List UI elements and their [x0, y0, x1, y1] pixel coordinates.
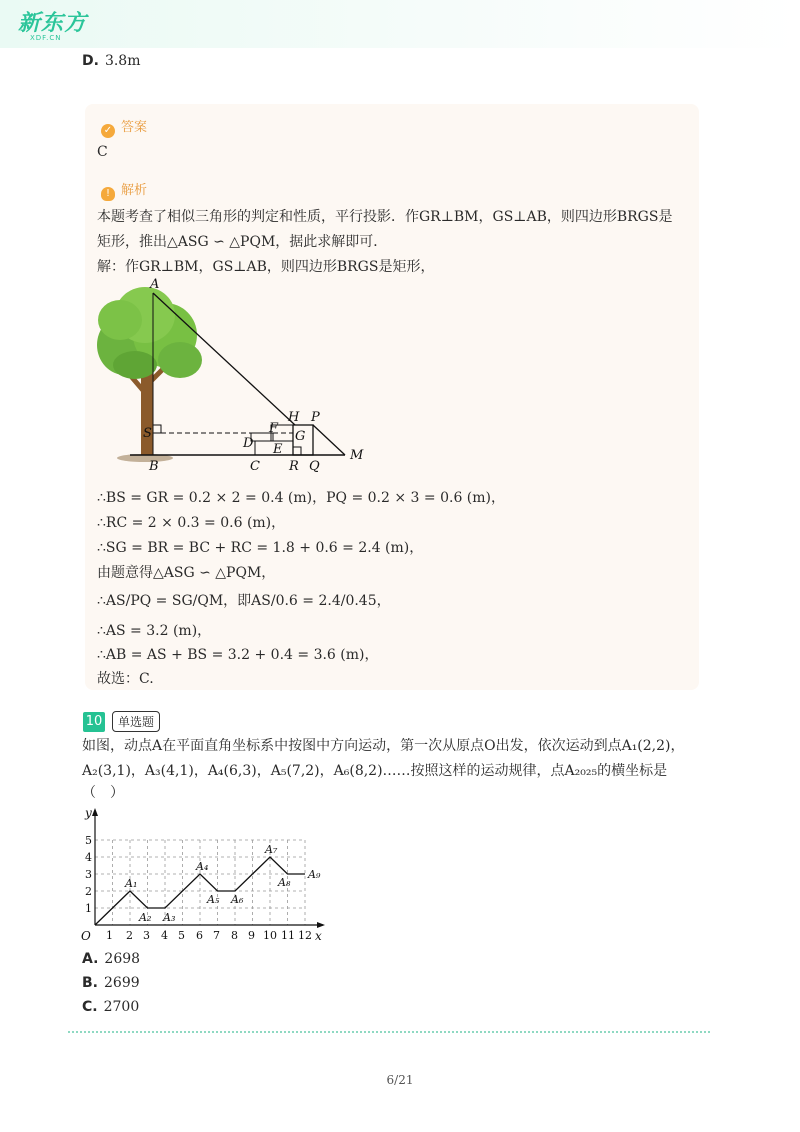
- x-tick-9: 9: [248, 929, 255, 942]
- label-f: F: [269, 421, 279, 436]
- logo-subtext: XDF.CN: [30, 34, 62, 42]
- analysis-line-10: ∴AB = AS + BS = 3.2 + 0.4 = 3.6 (m)，: [97, 647, 379, 663]
- answer-tag-label: 答案: [121, 120, 148, 135]
- lightbulb-icon: !: [101, 187, 115, 201]
- x-tick-10: 10: [263, 929, 277, 942]
- label-p: P: [311, 410, 320, 425]
- y-axis-label: y: [85, 806, 92, 820]
- option-letter: A.: [82, 951, 99, 967]
- option-text: 2698: [104, 951, 141, 967]
- brand-logo: [18, 6, 87, 42]
- coordinate-graph: [75, 803, 335, 943]
- label-s: S: [143, 426, 152, 441]
- x-tick-11: 11: [281, 929, 295, 942]
- x-tick-7: 7: [213, 929, 220, 942]
- point-a1: A₁: [125, 877, 138, 890]
- analysis-line-2: 矩形，推出△ASG ∽ △PQM，据此求解即可．: [97, 234, 388, 250]
- point-a8: A₈: [278, 876, 291, 889]
- option-text: 3.8m: [104, 53, 141, 69]
- analysis-tag: [101, 179, 147, 201]
- label-g: G: [295, 429, 306, 444]
- option-c[interactable]: [82, 999, 139, 1015]
- question-text-2: A₂(3,1)，A₃(4,1)，A₄(6,3)，A₅(7,2)，A₆(8,2)……按照这样的运动规律，点A₂₀₂₅的横坐标是: [82, 763, 668, 779]
- question-text-1: 如图，动点A在平面直角坐标系中按图中方向运动，第一次从原点O出发，依次运动到点A₁(2,2)，: [82, 738, 685, 754]
- point-a7: A₇: [265, 843, 278, 856]
- label-a: A: [150, 277, 160, 292]
- logo-text: 新东方: [18, 11, 88, 36]
- answer-value: C: [97, 144, 108, 160]
- x-tick-2: 2: [126, 929, 133, 942]
- option-letter: C.: [82, 999, 98, 1015]
- analysis-line-8: ∴AS/PQ = SG/QM，即AS/0.6 = 2.4/0.45，: [97, 593, 391, 609]
- y-tick-5: 5: [85, 834, 92, 847]
- label-q: Q: [309, 459, 320, 474]
- x-tick-1: 1: [106, 929, 113, 942]
- analysis-line-3: 解：作GR⊥BM，GS⊥AB，则四边形BRGS是矩形，: [97, 259, 435, 275]
- tree-shadow-diagram: [95, 275, 385, 475]
- point-a6: A₆: [231, 893, 244, 906]
- x-tick-12: 12: [298, 929, 312, 942]
- analysis-line-4: ∴BS = GR = 0.2 × 2 = 0.4 (m)，PQ = 0.2 × 3 = 0.6 (m)，: [97, 490, 505, 506]
- analysis-line-1: 本题考查了相似三角形的判定和性质，平行投影．作GR⊥BM，GS⊥AB，则四边形BRGS是: [97, 209, 673, 225]
- label-m: M: [350, 448, 364, 463]
- label-h: H: [288, 410, 300, 425]
- analysis-line-7: 由题意得△ASG ∽ △PQM，: [97, 565, 276, 581]
- point-a9: A₉: [308, 868, 321, 881]
- option-b[interactable]: [82, 975, 140, 991]
- analysis-line-9: ∴AS = 3.2 (m)，: [97, 623, 212, 639]
- x-tick-4: 4: [161, 929, 168, 942]
- option-letter: B.: [82, 975, 98, 991]
- point-a3: A₃: [163, 911, 176, 924]
- x-tick-8: 8: [231, 929, 238, 942]
- y-tick-1: 1: [85, 902, 92, 915]
- header-band: [0, 0, 800, 48]
- label-c: C: [250, 459, 260, 474]
- x-tick-5: 5: [178, 929, 185, 942]
- label-e: E: [273, 442, 283, 457]
- label-d: D: [243, 436, 254, 451]
- point-a5: A₅: [207, 893, 220, 906]
- question-type-badge: 单选题: [112, 711, 160, 732]
- x-axis-label: x: [315, 929, 322, 943]
- analysis-line-6: ∴SG = BR = BC + RC = 1.8 + 0.6 = 2.4 (m)，: [97, 540, 424, 556]
- y-tick-3: 3: [85, 868, 92, 881]
- y-tick-2: 2: [85, 885, 92, 898]
- analysis-line-5: ∴RC = 2 × 0.3 = 0.6 (m)，: [97, 515, 286, 531]
- analysis-line-11: 故选：C.: [97, 671, 154, 687]
- option-letter: D.: [82, 53, 99, 69]
- y-tick-4: 4: [85, 851, 92, 864]
- option-a[interactable]: [82, 951, 140, 967]
- x-tick-6: 6: [196, 929, 203, 942]
- x-tick-3: 3: [143, 929, 150, 942]
- page-number: 6/21: [386, 1073, 414, 1087]
- answer-tag: [101, 116, 147, 138]
- point-a2: A₂: [139, 911, 152, 924]
- point-a4: A₄: [196, 860, 209, 873]
- option-d: [82, 53, 141, 69]
- option-text: 2699: [104, 975, 140, 991]
- label-r: R: [289, 459, 299, 474]
- label-b: B: [149, 459, 159, 474]
- section-divider: [68, 1031, 710, 1033]
- check-icon: ✓: [101, 124, 115, 138]
- question-text-3: （ ）: [82, 785, 124, 801]
- analysis-tag-label: 解析: [121, 183, 148, 198]
- question-number: 10: [83, 712, 105, 732]
- origin-label: O: [81, 929, 91, 943]
- option-text: 2700: [103, 999, 140, 1015]
